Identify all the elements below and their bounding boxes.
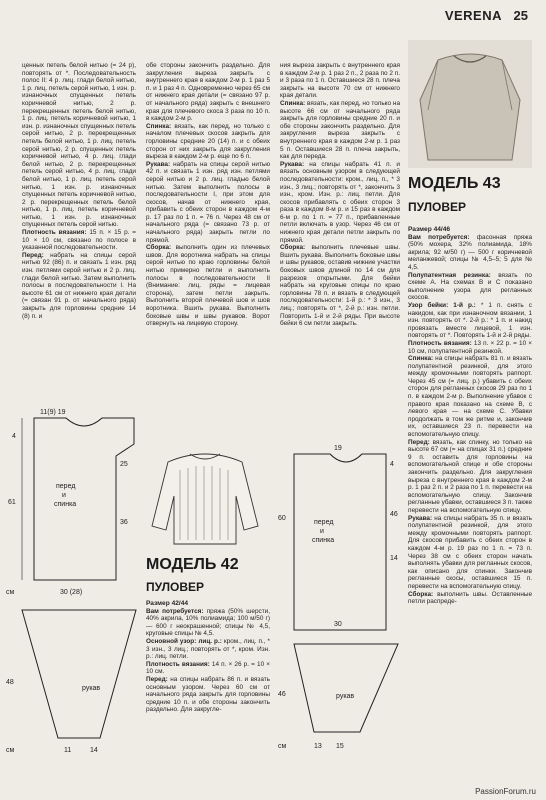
model-42-text [146, 600, 270, 790]
m42-pattern-label: Основной узор: лиц. р.: [146, 637, 222, 645]
d1-label-back: спинка [54, 501, 77, 508]
col3-text: ния выреза закрыть с внутреннего края в каждом 2-м р. 1 раз 2 п., 2 раза по 2 п. и 3 раза по 1 п. Оставшиеся 28 п. плеча закрыть на высоте 70 см от нижнего края детали. [280, 62, 400, 100]
model-42-title: МОДЕЛЬ 42 [146, 556, 239, 573]
col3-sleeves: на спицы набрать 41 п. и вязать основным узором в следующей последовательности: кром., лиц. п., * 3 изн., 3 лиц.; повторять от *, закончить 3 изн., кром. Изн. р.: лиц. петли. Для скосов прибавлять с обеих сторон 3 раза в каждом 8-м р. и 15 раз в каждом 6-м р. по 1 п. = 77 п., прибавленные петли включать в узор. Через 46 см от нижнего края детали петли закрыть по прямой. [280, 160, 400, 244]
model-43-sweater-illustration [408, 40, 532, 168]
m43-density: 13 п. × 22 р. = 10 × 10 см, полупатентной резинкой. [408, 339, 532, 355]
diagram-front-back-2 [274, 440, 404, 636]
diagram-front-back-1 [4, 404, 144, 600]
m42-density-label: Плотность вязания: [146, 660, 210, 668]
m42-need-label: Вам потребуется: [146, 607, 204, 615]
d1-dim-36: 36 [120, 519, 128, 526]
model-42-subtitle: ПУЛОВЕР [146, 580, 205, 594]
m43-back-label: Спинка: [408, 355, 434, 363]
d3-dim-14: 14 [390, 555, 398, 562]
d3-dim-60: 60 [278, 515, 286, 522]
col2-back-label: Спинка: [146, 122, 172, 130]
col2-assembly-label: Сборка: [146, 244, 172, 252]
d2-bottom-11: 11 [64, 747, 72, 754]
d3-label-back: спинка [312, 537, 335, 544]
m43-rib-label: Полупатентная резинка: [408, 271, 491, 279]
m42-front: на спицы набрать 86 п. и вязать основным узором. Через 60 см от начального ряда закрыть для горловины средние 10 п. и обе стороны закончить раздельно. Для закругле- [146, 675, 270, 714]
col1-front-label: Перед: [22, 251, 44, 259]
text-column-1 [22, 62, 136, 394]
col2-back: вязать, как перед, но только с началом плечевых скосов закрыть для горловины средние 20 (14) п. и с обеих сторон от них закрыть для закругления выреза в каждом 2-м р. еще по 6 п. [146, 122, 270, 161]
diagram-sleeve-1 [4, 606, 144, 756]
d1-bottom-dim: 30 (28) [60, 589, 83, 596]
model-42-sweater-sketch [150, 440, 260, 548]
m43-density-label: Плотность вязания: [408, 339, 472, 347]
col3-assembly: выполнить плечевые швы. Вшить рукава. Выполнить боковые швы и швы рукавов, оставив нижние участки боковых швов длиной по 14 см для разрезов открытыми. Для бейки набрать на круговые спицы по краю горловины 78 п. и вязать в следующей последовательности: 1-й р.: * 3 изн., 3 лиц.; повторять от *, 2-й р.: изн. петли. Повторить 1-й и 2-й ряды. При высоте бейки 6 см петли закрыть. [280, 244, 400, 328]
d2-unit: см [6, 747, 15, 754]
d4-unit: см [278, 743, 287, 750]
model-43-size: Размер 44/46 [408, 226, 451, 233]
d1-top-dim: 11(9) 19 [40, 409, 66, 416]
col2-assembly: выполнить один из плечевых швов. Для воротника набрать на спицы серой нитью по краю горловины белой нитью примерно петли и выполнить полосы в последовательности II (Внимание: лиц. ряды = лицевая сторона), затем петли закрыть. Выполнить второй плечевой шов и шов воротника. Вшить рукава. Выполнить боковые швы и швы рукавов. Ворот отвернуть на лицевую сторону. [146, 244, 270, 328]
d2-label-sleeve: рукав [82, 685, 101, 692]
d1-dim-4: 4 [12, 433, 16, 440]
col3-back: вязать, как перед, но только на высоте 66 см от начального ряда закрыть для горловины средние 20 п. и обе стороны закончить раздельно. Для закругления выреза закрыть с внутреннего края в каждом 2-м р. 1 раз 5 п. Оставшиеся 28 п. плеча закрыть, как для переда. [280, 99, 400, 161]
m43-sleeves-label: Рукава: [408, 514, 433, 522]
d3-label-front: перед [314, 519, 334, 526]
m43-back: на спицы набрать 81 п. и вязать полупатентной резинкой, для этого между кромочными повторять раппорт. Через 45 см (= лиц. р.) убавить с обеих сторон для регланных скосов 29 раз по 1 п. в каждом 2-м р. Выполнение убавок с правого края показано на схеме B, с левого края — на схеме C. Убавки продолжать в том же ритме и, закончив их, оставшиеся 23 п. перевести на вспомогательную спицу. [408, 355, 532, 439]
d1-dim-25: 25 [120, 461, 128, 468]
m43-rib: вязать по схеме A. На схемах B и C показано выполнение узора для регланных скосов. [408, 271, 532, 302]
d2-dim-48: 48 [6, 679, 14, 686]
text-column-2 [146, 62, 270, 430]
d1-unit: см [6, 589, 15, 596]
d2-bottom-14: 14 [90, 747, 98, 754]
d4-bottom-13: 13 [314, 743, 322, 750]
d1-dim-61: 61 [8, 499, 16, 506]
model-43-title: МОДЕЛЬ 43 [408, 175, 501, 192]
col3-assembly-label: Сборка: [280, 244, 306, 252]
col1-front: набрать на спицы серой нитью 92 (86) п. и связать 1 изн. ряд изн. петлями серой нитью и 2 р. лиц. глади белой нитью. Затем выполнить полосы в последовательности I. На высоте 61 см от нижнего края детали (= связан 91 р. от начального ряда) закрыть для горловины средние 14 (8) п. и [22, 251, 136, 320]
col3-back-label: Спинка: [280, 99, 306, 107]
diagram-sleeve-2 [274, 640, 404, 756]
m42-front-label: Перед: [146, 675, 168, 683]
m43-sleeves: на спицы набрать 35 п. и вязать полупатентной резинкой, для этого между кромочными повторять раппорт. Для скосов прибавить с обеих сторон в каждом 4-м р. 19 раз по 1 п. = 73 п. Через 38 см с обеих сторон начать выполнять убавки для регланных скосов, как описано для спинки. Закончив регланные скосы, оставшиеся 15 п. перевести на вспомогательную спицу. [408, 514, 532, 590]
d1-label-front: перед [56, 483, 76, 490]
col2-sleeves: набрать на спицы серой нитью 42 п. и связать 1 изн. ряд изн. петлями серой нитью и 2 р. лиц. гладью белой нитью. Затем выполнить полосы в последовательности I, при этом для скосов, начав от нижнего края, прибавить с обеих сторон в каждом 4-м р. 17 раз по 1 п. = 76 п. Через 48 см от начального ряда (= связано 73 р. от начального ряда) закрыть петли по прямой. [146, 160, 270, 244]
d3-label-and: и [320, 528, 324, 535]
model-42-size: Размер 42/44 [146, 600, 189, 607]
m43-need-label: Вам потребуется: [408, 233, 470, 241]
m43-assembly-label: Сборка: [408, 590, 434, 598]
d3-top-dim: 19 [334, 445, 342, 452]
m42-pattern: кром., лиц. п., * 3 изн., 3 лиц.; повторять от *, кром. Изн. р.: лиц. петли. [146, 637, 270, 661]
m43-front-label: Перед: [408, 438, 430, 446]
m42-density: 14 п. × 26 р. = 10 × 10 см. [146, 660, 270, 676]
d3-dim-46: 46 [390, 511, 398, 518]
m43-assembly: выполнить швы. Оставленные петли распреде- [408, 590, 532, 606]
col1-density: 15 п. × 15 р. = 10 × 10 см, связано по полосе в указанной последовательности. [22, 229, 136, 252]
d1-label-and: и [62, 492, 66, 499]
m43-need: фасонная пряжа (50% мохера, 32% полиамида, 18% акрила; 92 м/50 г) — 500 г коричневой меланжевой; спицы № 4,5–5; 5 для № 4,5. [408, 233, 532, 271]
col2-text: обе стороны закончить раздельно. Для закругления выреза закрыть с внутреннего края в каждом 2-м р. 1 раз 5 п. и 1 раз 4 п. Одновременно через 65 см от нижнего края детали (= связано 97 р. от начального ряда) закрыть с внешнего края для плечевого скоса 3 раза по 10 п. в каждом 2-м р. [146, 62, 270, 123]
text-column-3 [280, 62, 400, 440]
d4-bottom-15: 15 [336, 743, 344, 750]
col1-text: ценных петель белой нитью (= 24 р), повторять от *. Последовательность полос II: 4 р. лиц. глади белой нитью, 1 р. лиц. петель серой нитью, 1 изн. р. изнаночных спущенных петель коричневой нитью, 2 р. перекрещенных петель белой нитью, 1 р. лиц. петель коричневой нитью, 1 изн. р. изнаночных спущенных петель серой нитью, 2 р. перекрещенных петель белой нитью, 1 р. лиц. петель серой нитью, 2 р. спущенных петель коричневой нитью, 4 р. лиц. глади белой нитью, 2 р. перекрещенных петель серой нитью, 4 р. лиц. глади белой нитью, 1 р. лиц. петель серой нитью, 1 изн. р. изнаночных спущенных петель коричневой нитью, 2 р. перекрещенных петель белой нитью, 1 р. лиц. петель коричневой нитью, 1 изн. р. изнаночных спущенных петель серой нитью. [22, 62, 136, 229]
d4-dim-46: 46 [278, 691, 286, 698]
m43-stripe-label: Узор бейки: 1-й р.: [408, 301, 476, 309]
m43-stripe: * 1 п. снять с накидом, как при изнаночном вязании, 1 изн. повторять от *. 2-й р.: * 1 п. и накид провязать вместе лицевой, 1 изн. повторять от *. Повторять 1-й и 2-й ряды. [408, 301, 532, 340]
col1-density-label: Плотность вязания: [22, 229, 87, 237]
d4-label-sleeve: рукав [336, 693, 355, 700]
magazine-brand: VERENA [444, 8, 502, 23]
d3-bottom-dim: 30 [334, 621, 342, 628]
page-number: 25 [513, 8, 528, 23]
m43-front: вязать, как спинку, но только на высоте 67 см (= на спицах 31 п.) средние 9 п. оставить для горловины на вспомогательной спице и обе стороны закончить раздельно. Для закругления выреза с внутреннего края в каждом 2-м р. 1 раз 2 п. и 2 раза по 1 п. перевести на вспомогательную спицу. Закончив регланные убавки, оставшиеся 3 п. также перевести на вспомогательную спицу. [408, 438, 532, 514]
m42-need: пряжа (50% шерсти, 40% акрила, 10% полиамида; 100 м/50 г) — 600 г неокрашенной; спицы № 4,5, круговые спицы № 4,5. [146, 607, 270, 638]
col2-sleeves-label: Рукава: [146, 160, 171, 168]
d3-dim-4: 4 [390, 461, 394, 468]
col3-sleeves-label: Рукава: [280, 160, 305, 168]
model-43-text [408, 226, 532, 790]
model-43-subtitle: ПУЛОВЕР [408, 200, 467, 214]
watermark-site: PassionForum.ru [475, 787, 536, 796]
